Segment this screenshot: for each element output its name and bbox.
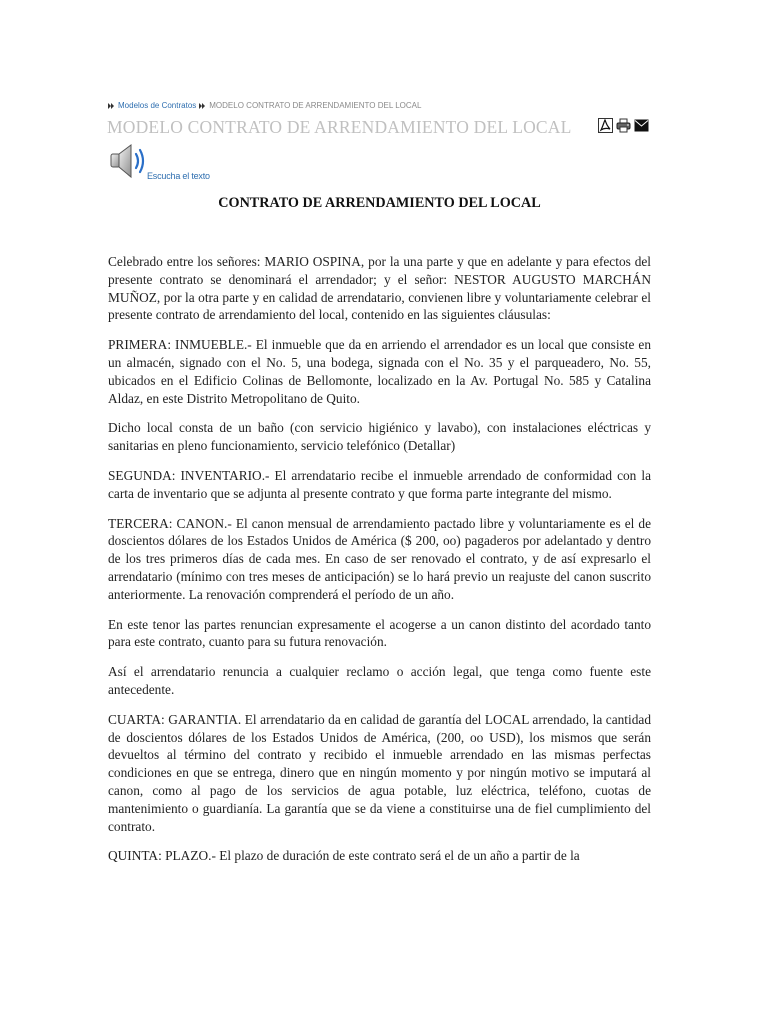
printer-icon[interactable]	[616, 118, 631, 133]
speaker-icon[interactable]	[107, 141, 152, 181]
paragraph-clause-tercera: TERCERA: CANON.- El canon mensual de arrendamiento pactado libre y voluntariamente es el de doscientos dólares de los Estados Unidos de América ($ 200, oo) pagaderos por adelantado y dentro de los tres primeros días de cada mes. En caso de ser renovado el contrato, y de así expresarlo el arrendatario (mínimo con tres meses de anticipación) se lo hará previo un reajuste del canon suscrito anteriormente. La renovación comprenderá el período de un año.	[108, 515, 651, 602]
paragraph-renuncia-canon: En este tenor las partes renuncian expresamente el acogerse a un canon distinto del acordado tanto para este contrato, cuanto para su futura renovación.	[108, 616, 651, 650]
document-tools	[598, 118, 649, 133]
breadcrumb-arrow-icon	[108, 102, 116, 110]
paragraph-renuncia-reclamo: Así el arrendatario renuncia a cualquier reclamo o acción legal, que tenga como fuente este antecedente.	[108, 664, 651, 697]
page-title: MODELO CONTRATO DE ARRENDAMIENTO DEL LOCAL	[107, 117, 572, 137]
paragraph-clause-segunda: SEGUNDA: INVENTARIO.- El arrendatario recibe el inmueble arrendado de conformidad con la carta de inventario que se adjunta al presente contrato y que forma parte integrante del mismo.	[108, 467, 651, 501]
breadcrumb-current: MODELO CONTRATO DE ARRENDAMIENTO DEL LOCAL	[209, 101, 422, 110]
pdf-icon[interactable]	[598, 118, 613, 133]
paragraph-local-details: Dicho local consta de un baño (con servicio higiénico y lavabo), con instalaciones eléctricas y sanitarias en pleno funcionamiento, servicio telefónico (Detallar)	[108, 420, 651, 454]
paragraph-clause-cuarta: CUARTA: GARANTIA. El arrendatario da en calidad de garantía del LOCAL arrendado, la cantidad de doscientos dólares de los Estados Unidos de América, (200, oo USD), los mismos que serán devueltos al término del contrato y recibido el inmueble arrendado en las mismas perfectas condiciones en que se entrega, dinero que en ningún momento y por ningún motivo se imputará al canon, como al pago de los servicios de agua potable, luz eléctrica, teléfono, cuotas de mantenimiento o guardianía. La garantía que se da viene a constituirse una de fiel cumplimiento del contrato.	[108, 711, 651, 834]
paragraph-clause-primera: PRIMERA: INMUEBLE.- El inmueble que da en arriendo el arrendador es un local que consiste en un almacén, signado con el No. 5, una bodega, signada con el No. 35 y el parqueadero, No. 55, ubicados en el Edificio Colinas de Bellomonte, localizado en la Av. Portugal No. 585 y Catalina Aldaz, en este Distrito Metropolitano de Quito.	[108, 337, 651, 406]
paragraph-intro: Celebrado entre los señores: MARIO OSPINA, por la una parte y que en adelante y para efectos del presente contrato se denominará el arrendador; y el señor: NESTOR AUGUSTO MARCHÁN MUÑOZ, por la otra parte y en calidad de arrendatario, convienen libre y voluntariamente celebrar el presente contrato de arrendamiento del local, contenido en las siguientes cláusulas:	[108, 254, 651, 323]
document-body	[108, 253, 651, 877]
paragraph-clause-quinta: QUINTA: PLAZO.- El plazo de duración de este contrato será el de un año a partir de la	[108, 848, 580, 864]
breadcrumb	[108, 101, 421, 110]
email-icon[interactable]	[634, 118, 649, 133]
breadcrumb-link-modelos[interactable]: Modelos de Contratos	[118, 101, 197, 110]
listen-text-link[interactable]: Escucha el texto	[147, 171, 210, 181]
breadcrumb-arrow-icon	[199, 102, 207, 110]
document-title: CONTRATO DE ARRENDAMIENTO DEL LOCAL	[218, 195, 541, 211]
